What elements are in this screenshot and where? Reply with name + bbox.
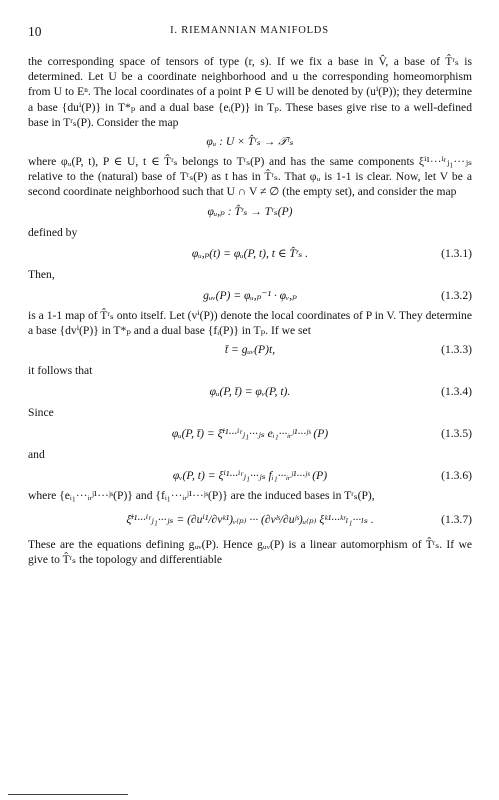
page-number: 10 <box>28 24 42 39</box>
footer-rule <box>8 794 128 795</box>
paragraph-7: Since <box>28 406 54 420</box>
paragraph-3: defined by <box>28 225 78 239</box>
equation-number-1-3-7: (1.3.7) <box>441 513 472 527</box>
paragraph-10: These are the equations defining gᵤᵥ(P). Hence gᵤᵥ(P) is a linear automorphism of T̂ʳₛ. If we give to T̂ʳₛ the topology and differentiable <box>28 538 472 567</box>
running-title: I. RIEMANNIAN MANIFOLDS <box>170 25 329 36</box>
display-eq-1-3-2 <box>28 284 472 308</box>
equation-number-1-3-1: (1.3.1) <box>441 246 472 260</box>
display-eq-1-3-3 <box>28 338 472 362</box>
display-eq-1-3-1 <box>28 242 472 266</box>
equation-1-3-6: φᵥ(P, t) = ξⁱ¹···ⁱʳⱼ₁···ⱼₛ fᵢ₁···ᵢᵣʲ¹···ʲˢ (P) <box>172 469 328 483</box>
paragraph-6: it follows that <box>28 364 93 378</box>
equation-number-1-3-4: (1.3.4) <box>441 385 472 399</box>
display-eq-1-3-7 <box>28 503 472 537</box>
equation-1-3-7: ξ̄ⁱ¹···ⁱʳⱼ₁···ⱼₛ = (∂uⁱ¹/∂vᵏ¹)ᵥ₍ₚ₎ ··· (∂vˡˢ/∂uʲˢ)ᵤ₍ₚ₎ ξᵏ¹···ᵏʳₗ₁···ₗₛ . <box>126 513 374 527</box>
display-map-u <box>28 130 472 154</box>
equation-1-3-4: φᵤ(P, t̄) = φᵥ(P, t). <box>209 385 291 399</box>
display-eq-1-3-5 <box>28 422 472 446</box>
equation-1-3-5: φᵤ(P, t̄) = ξ̄ⁱ¹···ⁱʳⱼ₁···ⱼₛ eᵢ₁···ᵢᵣʲ¹···ʲˢ (P) <box>171 427 329 441</box>
equation-1-3-1: φᵤ,ₚ(t) = φᵤ(P, t), t ∈ T̂ʳₛ . <box>191 246 309 260</box>
paragraph-8: and <box>28 448 45 462</box>
equation-map-u: φᵤ : U × T̂ʳₛ → 𝒯ʳₛ <box>206 135 294 149</box>
paragraph-2: where φᵤ(P, t), P ∈ U, t ∈ T̂ʳₛ belongs to Tʳₛ(P) and has the same components ξⁱ¹···ⁱʳⱼ₁···ⱼₛ relative to the (natural) base of Tʳₛ(P) as t has in T̂ʳₛ. That φᵤ is 1-1 is clear. Now, let V be a second coordinate neighborhood such that U ∩ V ≠ ∅ (the empty set), and consider the map <box>28 155 472 199</box>
equation-number-1-3-2: (1.3.2) <box>441 288 472 302</box>
equation-1-3-3: t̄ = gᵤᵥ(P)t, <box>224 343 276 357</box>
display-eq-1-3-6 <box>28 464 472 488</box>
paragraph-4: Then, <box>28 267 55 281</box>
equation-1-3-2: gᵤᵥ(P) = φᵤ,ₚ⁻¹ · φᵥ,ₚ <box>203 288 297 302</box>
paragraph-5: is a 1-1 map of T̂ʳₛ onto itself. Let (vⁱ(P)) denote the local coordinates of P in V. They determine a base {dvⁱ(P)} in T*ₚ and a dual base {fᵢ(P)} in Tₚ. If we set <box>28 308 472 337</box>
paragraph-1: the corresponding space of tensors of type (r, s). If we fix a base in V̂, a base of T̂ʳₛ is determined. Let U be a coordinate neighborhood and u the corresponding homeomorphism from U to Eⁿ. The local coordinates of a point P ∈ U will be denoted by (uⁱ(P)); they determine a base {duⁱ(P)} in T*ₚ and a dual base {eᵢ(P)} in Tₚ. These bases give rise to a well-defined base in Tʳₛ(P). Consider the map <box>28 55 472 129</box>
display-eq-1-3-4 <box>28 380 472 404</box>
paragraph-9: where {eᵢ₁···ᵢᵣʲ¹···ʲˢ(P)} and {fᵢ₁···ᵢᵣʲ¹···ʲˢ(P)} are the induced bases in Tʳₛ(P), <box>28 489 375 503</box>
equation-number-1-3-6: (1.3.6) <box>441 469 472 483</box>
equation-map-up: φᵤ,ₚ : T̂ʳₛ → Tʳₛ(P) <box>207 204 293 218</box>
display-map-up <box>28 200 472 224</box>
page-body <box>28 54 472 568</box>
equation-number-1-3-5: (1.3.5) <box>441 427 472 441</box>
running-header <box>28 24 471 42</box>
equation-number-1-3-3: (1.3.3) <box>441 343 472 357</box>
